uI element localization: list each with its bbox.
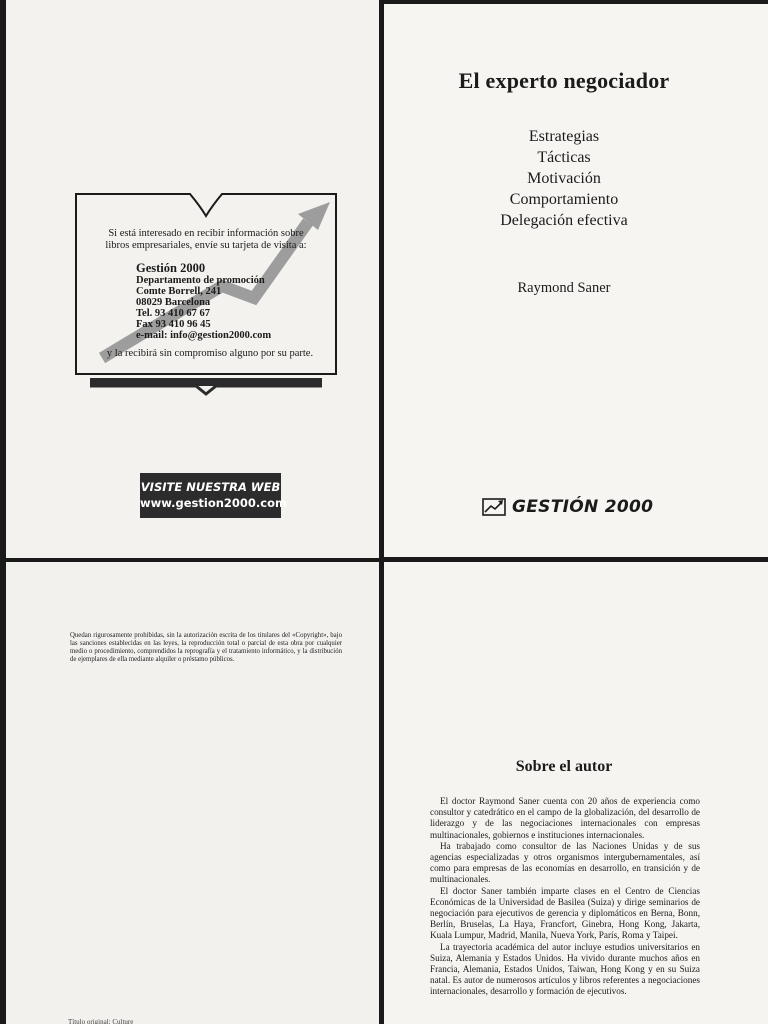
publisher-name: GESTIÓN 2000 xyxy=(512,497,654,517)
address-line: Departamento de promoción xyxy=(136,275,265,286)
subtitle-list xyxy=(384,126,744,231)
web-banner-label: VISITE NUESTRA WEB xyxy=(140,480,281,494)
original-title-note: Título original: Culture xyxy=(68,1018,134,1024)
subtitle-item: Tácticas xyxy=(537,149,591,166)
promo-outro: y la recibirá sin compromiso alguno por su parte. xyxy=(106,348,314,359)
chart-growth-icon xyxy=(482,498,506,516)
subtitle-item: Motivación xyxy=(527,170,601,187)
promo-intro-line2: libros empresariales, envíe su tarjeta de visita a: xyxy=(105,239,307,251)
promo-page xyxy=(6,0,379,558)
address-line: Tel. 93 410 67 67 xyxy=(136,308,210,319)
about-paragraph: Ha trabajado como consultor de las Naciones Unidas y de sus agencias especializadas y otros organismos intergubernamentales, así como para empresas de las economías en desarrollo, en transición y de multinacionales. xyxy=(430,840,700,885)
book-author: Raymond Saner xyxy=(517,280,611,296)
address-line: Fax 93 410 96 45 xyxy=(136,319,211,330)
about-author-page xyxy=(384,562,768,1024)
promo-address xyxy=(136,261,336,341)
about-paragraph: El doctor Saner también imparte clases en el Centro de Ciencias Económicas de la Universidad de Basilea (Suiza) y dirige seminarios de negociación para ejecutivos de gerencia y diplomáticos en Berna, Bonn, Berlín, Bruselas, La Haya, Francfort, Ginebra, Hong Kong, Jakarta, Kuala Lumpur, Madrid, Manila, Nueva York, París, Roma y Taipei. xyxy=(430,885,700,941)
title-page xyxy=(384,4,768,557)
web-banner[interactable] xyxy=(140,473,287,518)
publisher-logo xyxy=(482,495,653,519)
address-line: Comte Borrell, 241 xyxy=(136,286,222,297)
subtitle-item: Delegación efectiva xyxy=(500,212,628,229)
promo-org-name: Gestión 2000 xyxy=(136,261,206,275)
open-book-illustration xyxy=(72,186,340,396)
about-title: Sobre el autor xyxy=(515,758,613,775)
address-line: e-mail: info@gestion2000.com xyxy=(136,330,272,341)
about-body xyxy=(430,796,700,998)
promo-intro-line1: Si está interesado en recibir información sobre xyxy=(108,228,304,239)
copyright-notice: Quedan rigurosamente prohibidas, sin la autorización escrita de los titulares del «Copyright», bajo las sanciones establecidas en las leyes, la reproducción total o parcial de esta obra por cualquier medio o procedimiento, comprendidos la reprografía y el tratamiento informático, y la distribución de ejemplares de ella mediante alquiler o préstamo públicos. xyxy=(70,632,342,663)
subtitle-item: Estrategias xyxy=(528,128,600,145)
book-title: El experto negociador xyxy=(458,68,670,93)
about-paragraph: La trayectoria académica del autor incluye estudios universitarios en Suiza, Alemania y Estados Unidos. Ha vivido durante muchos años en Francia, Alemania, Estados Unidos, Taiwan, Hong Kong y en su Suiza natal. Es autor de numerosos artículos y libros referentes a negociaciones internacionales, desarrollo y formación de ejecutivos. xyxy=(430,941,700,997)
web-banner-url[interactable]: www.gestion2000.com xyxy=(140,496,287,510)
subtitle-item: Comportamiento xyxy=(509,191,619,208)
legal-page xyxy=(6,562,379,1024)
address-line: 08029 Barcelona xyxy=(136,297,211,308)
about-paragraph: El doctor Raymond Saner cuenta con 20 años de experiencia como consultor y catedrático en el campo de la globalización, del desarrollo de liderazgo y de las negociaciones internacionales con empresas multinacionales, gobiernos e instituciones internacionales. xyxy=(430,796,700,840)
